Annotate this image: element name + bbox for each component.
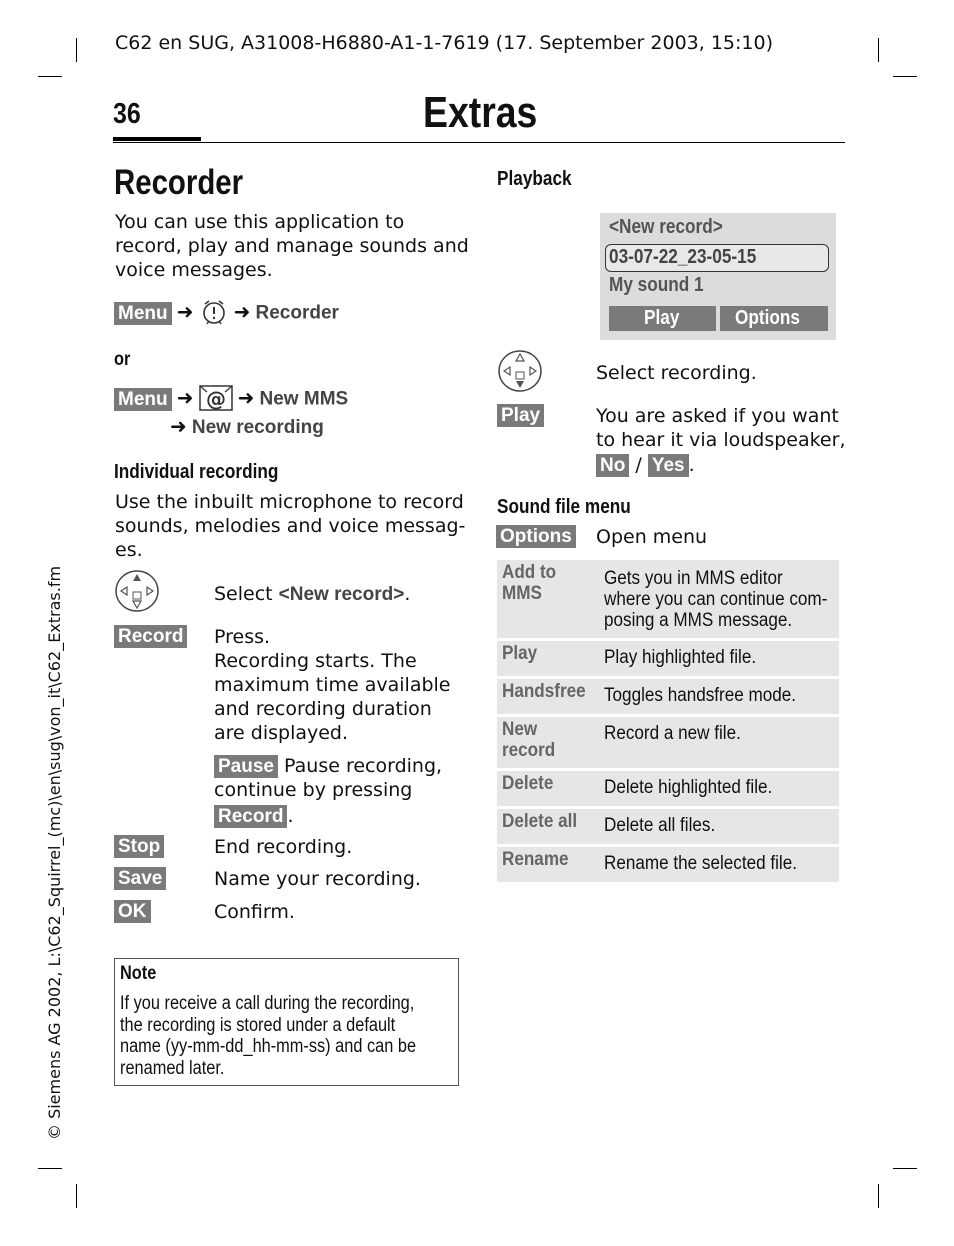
menu-softkey[interactable]: Menu xyxy=(114,302,172,325)
crop-mark xyxy=(893,76,917,77)
individual-heading: Individual recording xyxy=(114,461,279,483)
note-text: If you receive a call during the recording, the recording is stored under a default name (yy-mm-dd_hh-mm-ss) and can be renamed later. xyxy=(120,993,417,1079)
record-softkey-2[interactable]: Record xyxy=(214,805,287,828)
screen-item[interactable]: My sound 1 xyxy=(609,274,704,296)
ok-text: Confirm. xyxy=(214,901,295,923)
yes-softkey[interactable]: Yes xyxy=(648,454,689,477)
menu-row-desc: Toggles handsfree mode. xyxy=(604,685,797,706)
intro-text xyxy=(115,210,469,282)
note-title: Note xyxy=(120,963,157,984)
sound-file-menu-heading: Sound file menu xyxy=(497,496,631,518)
screen-item[interactable]: <New record> xyxy=(609,216,723,238)
pause-text: Pause Pause recording, continue by pressing Record . xyxy=(214,755,443,827)
arrow-icon: ➜ xyxy=(237,385,255,410)
screen-options-softkey[interactable]: Options xyxy=(720,306,828,331)
navigation-key-icon[interactable] xyxy=(114,569,160,617)
crop-mark xyxy=(76,38,77,62)
menu-row-desc: Play highlighted file. xyxy=(604,647,757,668)
stop-text: End recording. xyxy=(214,836,353,858)
menu-row-desc: Delete highlighted file. xyxy=(604,777,773,798)
intro-line: voice messages. xyxy=(115,259,273,281)
alarm-clock-icon[interactable] xyxy=(199,297,229,331)
select-new-record-text: Select <New record>. xyxy=(214,583,411,605)
menu-row-desc: Record a new file. xyxy=(604,723,741,744)
menu-target-new-mms[interactable]: New MMS xyxy=(259,388,349,410)
section-title: Recorder xyxy=(114,163,244,202)
options-softkey[interactable]: Options xyxy=(496,525,576,548)
menu-row-key: New record xyxy=(502,719,556,761)
press-text: Press. Recording starts. The maximum time available and recording duration are displayed. xyxy=(214,626,451,744)
crop-mark xyxy=(76,1184,77,1208)
stop-softkey[interactable]: Stop xyxy=(114,835,164,858)
note-box xyxy=(114,958,459,1086)
menu-row-key: Handsfree xyxy=(502,681,586,702)
individual-line: es. xyxy=(115,539,143,561)
pause-softkey[interactable]: Pause xyxy=(214,755,278,778)
save-text: Name your recording. xyxy=(214,868,421,890)
or-label: or xyxy=(114,349,131,370)
play-softkey[interactable]: Play xyxy=(497,404,544,427)
arrow-icon: ➜ xyxy=(170,414,187,438)
arrow-icon: ➜ xyxy=(233,299,251,324)
menu-path-mms xyxy=(114,384,348,414)
select-recording-text: Select recording. xyxy=(596,362,757,384)
side-copyright: © Siemens AG 2002, L:\C62_Squirrel_(mc)\en\sug\von_it\C62_Extras.fm xyxy=(45,565,64,1140)
menu-row-add-to-mms[interactable] xyxy=(497,560,839,638)
intro-line: You can use this application to xyxy=(115,211,405,233)
page-number: 36 xyxy=(113,98,141,130)
options-text: Open menu xyxy=(596,526,708,548)
menu-softkey[interactable]: Menu xyxy=(114,388,172,411)
crop-mark xyxy=(38,1168,62,1169)
save-softkey[interactable]: Save xyxy=(114,867,166,890)
navigation-key-icon[interactable] xyxy=(497,349,543,397)
menu-target-recorder[interactable]: Recorder xyxy=(255,302,339,324)
menu-row-key: Play xyxy=(502,643,538,664)
menu-row-handsfree[interactable] xyxy=(497,679,839,714)
menu-row-desc: Delete all files. xyxy=(604,815,716,836)
menu-row-key: Rename xyxy=(502,849,569,870)
arrow-icon: ➜ xyxy=(176,299,194,324)
play-text: You are asked if you want to hear it via loudspeaker, No / Yes . xyxy=(596,405,846,476)
chapter-title: Extras xyxy=(423,88,538,137)
individual-text xyxy=(115,490,465,562)
arrow-icon: ➜ xyxy=(176,385,194,410)
menu-path-recorder xyxy=(114,297,339,327)
screen-play-softkey[interactable]: Play xyxy=(609,306,716,331)
selected-item-label: 03-07-22_23-05-15 xyxy=(609,246,757,268)
intro-line: record, play and manage sounds and xyxy=(115,235,469,257)
menu-row-play[interactable] xyxy=(497,641,839,676)
crop-mark xyxy=(878,1184,879,1208)
phone-screen xyxy=(600,213,836,340)
record-softkey[interactable]: Record xyxy=(114,625,187,648)
menu-row-key: Delete all xyxy=(502,811,578,832)
menu-target-new-recording[interactable]: New recording xyxy=(191,417,324,438)
individual-line: sounds, melodies and voice messag- xyxy=(115,515,466,537)
no-softkey[interactable]: No xyxy=(596,454,629,477)
svg-text:@: @ xyxy=(205,387,226,411)
menu-row-new-record[interactable] xyxy=(497,717,839,768)
menu-row-key: Add to MMS xyxy=(502,562,557,604)
menu-row-delete[interactable] xyxy=(497,771,839,806)
screen-item-selected[interactable] xyxy=(605,244,829,272)
new-record-item[interactable]: <New record> xyxy=(278,584,405,605)
page-number-bar xyxy=(113,137,201,141)
crop-mark xyxy=(38,76,62,77)
menu-row-desc: Rename the selected file. xyxy=(604,853,797,874)
menu-row-rename[interactable] xyxy=(497,847,839,882)
crop-mark xyxy=(878,38,879,62)
menu-row-delete-all[interactable] xyxy=(497,809,839,844)
header-rule xyxy=(113,142,845,143)
crop-mark xyxy=(893,1168,917,1169)
messages-at-icon[interactable] xyxy=(199,384,233,416)
menu-path-sub xyxy=(170,414,324,439)
playback-heading: Playback xyxy=(497,168,572,190)
menu-row-desc: Gets you in MMS editor where you can continue com- posing a MMS message. xyxy=(604,568,828,631)
header-meta: C62 en SUG, A31008-H6880-A1-1-7619 (17. September 2003, 15:10) xyxy=(115,32,774,54)
ok-softkey[interactable]: OK xyxy=(114,900,151,923)
menu-row-key: Delete xyxy=(502,773,554,794)
individual-line: Use the inbuilt microphone to record xyxy=(115,491,464,513)
